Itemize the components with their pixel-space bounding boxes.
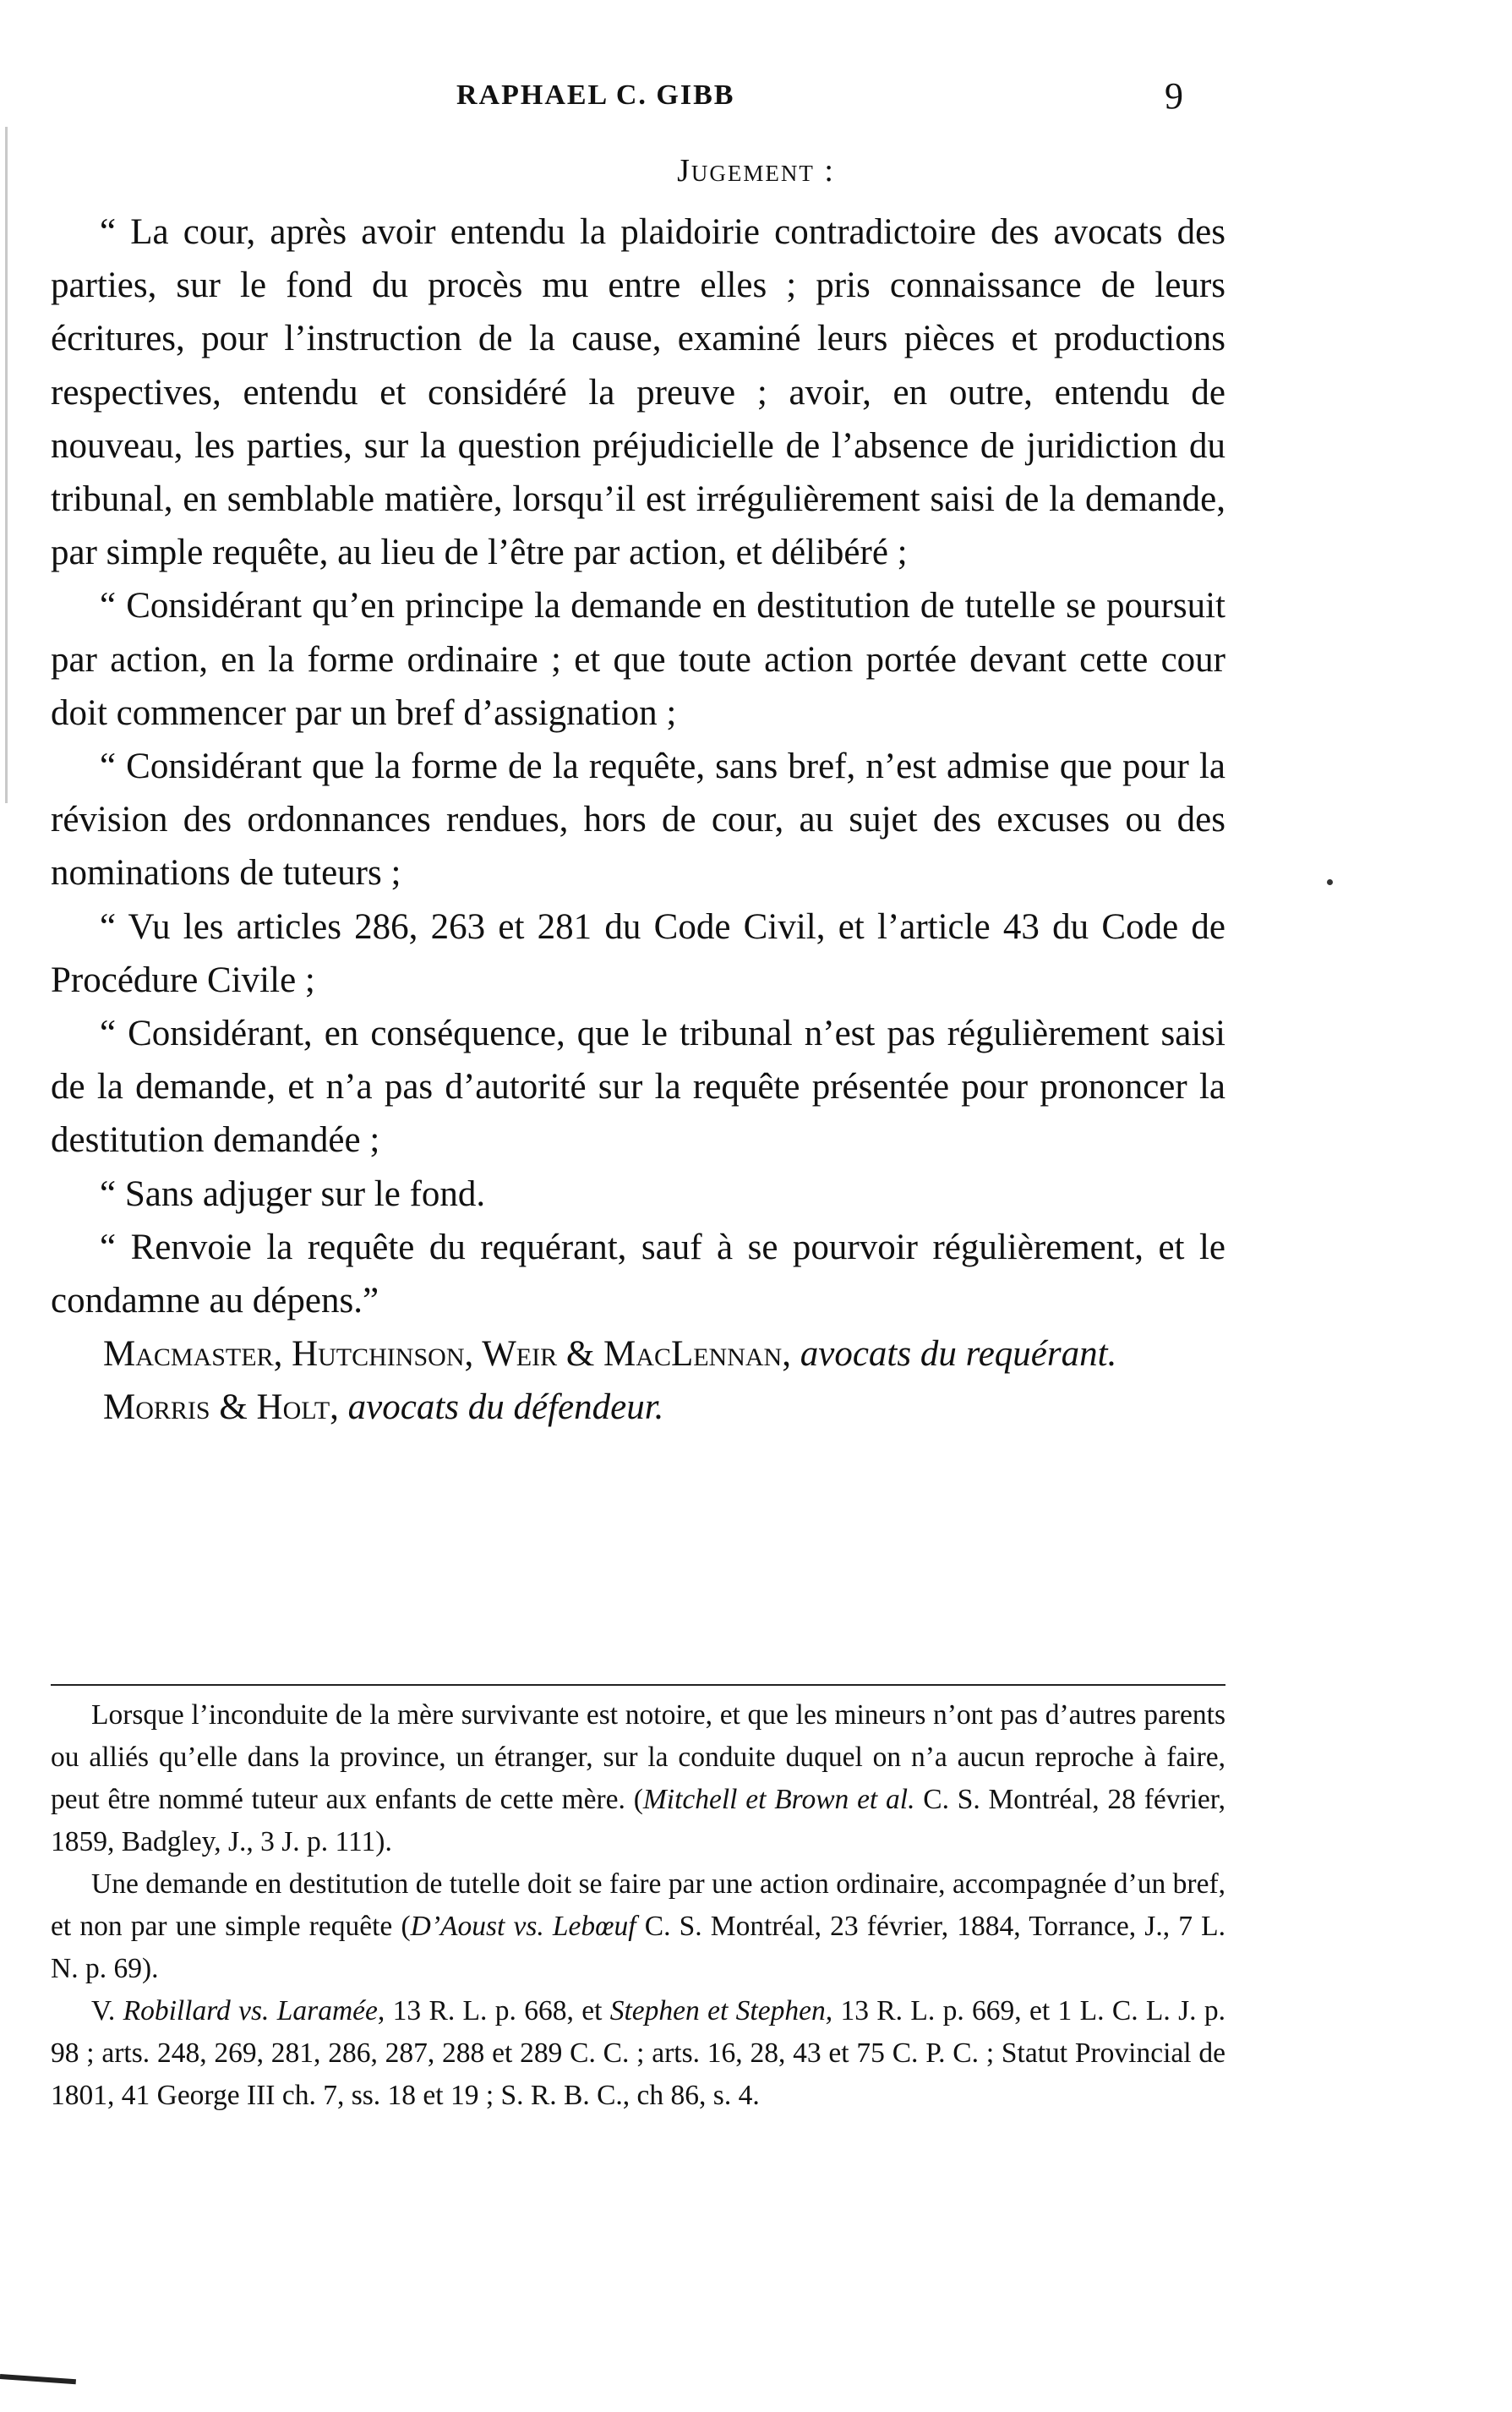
footnote-rule [51,1684,1225,1686]
defendant-counsel [51,1381,1225,1434]
judgment-paragraph: “ Renvoie la requête du requérant, sauf à se pourvoir régulièrement, et le condamne au dépens.” [51,1227,1225,1321]
footnote-3 [51,1990,1225,2117]
footnotes [51,1694,1225,2117]
footnote-1-case: Mitchell et Brown et al. [642,1784,915,1815]
petitioner-counsel [51,1327,1225,1381]
petitioner-counsel-role: avocats du requérant. [800,1334,1117,1375]
page-number: 9 [1165,75,1183,117]
ink-speck [1327,879,1333,885]
section-title: Jugement : [677,153,835,189]
judgment-body [51,205,1225,1435]
petitioner-counsel-names: Macmaster, Hutchinson, Weir & MacLennan, [103,1334,791,1375]
running-head: RAPHAEL C. GIBB [456,79,735,111]
footnote-2-text: Une demande en destitution de tutelle doit se faire par une action ordinaire, accompagnée d’un bref, et non par une simple requête ( [51,1868,1225,1942]
footnote-3-citations: 13 R. L. p. 669, et 1 L. C. L. J. p. 98 ; arts. 248, 269, 281, 286, 287, 288 et 289 C. C. ; arts. 16, 28, 43 et 75 C. P. C. ; Statut Provincial de 1801, 41 George III ch. 7, ss. 18 et 19 ; S. R. B. C., ch 86, s. 4. [51,1995,1226,2111]
defendant-counsel-names: Morris & Holt, [103,1387,339,1428]
judgment-paragraph: “ Vu les articles 286, 263 et 281 du Code Civil, et l’article 43 du Code de Procédure Civile ; [51,906,1225,1000]
footnote-3-case-2: Stephen et Stephen, [609,1995,833,2026]
judgment-paragraph: “ La cour, après avoir entendu la plaidoirie contradictoire des avocats des parties, sur le fond du procès mu entre elles ; pris connaissance de leurs écritures, pour l’instruction de la cause, examiné leurs pièces et productions respectives, entendu et considéré la preuve ; avoir, en outre, entendu de nouveau, les parties, sur la question préjudicielle de l’absence de juridiction du tribunal, en semblable matière, lorsqu’il est irrégulièrement saisi de la demande, par simple requête, au lieu de l’être par action, et délibéré ; [51,212,1225,573]
corner-mark [0,2374,76,2384]
footnote-1-text: Lorsque l’inconduite de la mère survivante est notoire, et que les mineurs n’ont pas d’autres parents ou alliés qu’elle dans la province, un étranger, sur la conduite duquel on n’a aucun reproche à faire, peut être nommé tuteur aux enfants de cette mère. ( [51,1699,1225,1815]
judgment-paragraph: “ Sans adjuger sur le fond. [100,1173,486,1214]
footnote-2-case: D’Aoust vs. Lebœuf [410,1911,636,1942]
defendant-counsel-role: avocats du défendeur. [347,1387,664,1428]
gutter-shadow [5,127,8,803]
judgment-paragraph: “ Considérant que la forme de la requête, sans bref, n’est admise que pour la révision des ordonnances rendues, hors de cour, au sujet des excuses ou des nominations de tuteurs ; [51,747,1225,894]
footnote-1-citation: C. S. Montréal, 28 février, 1859, Badgley, J., 3 J. p. 111). [51,1784,1225,1857]
judgment-paragraph: “ Considérant qu’en principe la demande en destitution de tutelle se poursuit par action, en la forme ordinaire ; et que toute action portée devant cette cour doit commencer par un bref d’assignation ; [51,586,1225,733]
page-header [0,74,1512,125]
footnote-1 [51,1694,1225,1863]
footnote-3-middle: 13 R. L. p. 668, et [385,1995,610,2026]
judgment-paragraph: “ Considérant, en conséquence, que le tribunal n’est pas régulièrement saisi de la demande, et n’a pas d’autorité sur la requête présentée pour prononcer la destitution demandée ; [51,1014,1225,1161]
footnote-3-prefix: V. [91,1995,123,2026]
footnote-2 [51,1863,1225,1990]
footnote-2-citation: C. S. Montréal, 23 février, 1884, Torrance, J., 7 L. N. p. 69). [51,1911,1226,1984]
footnote-3-case-1: Robillard vs. Laramée, [123,1995,385,2026]
